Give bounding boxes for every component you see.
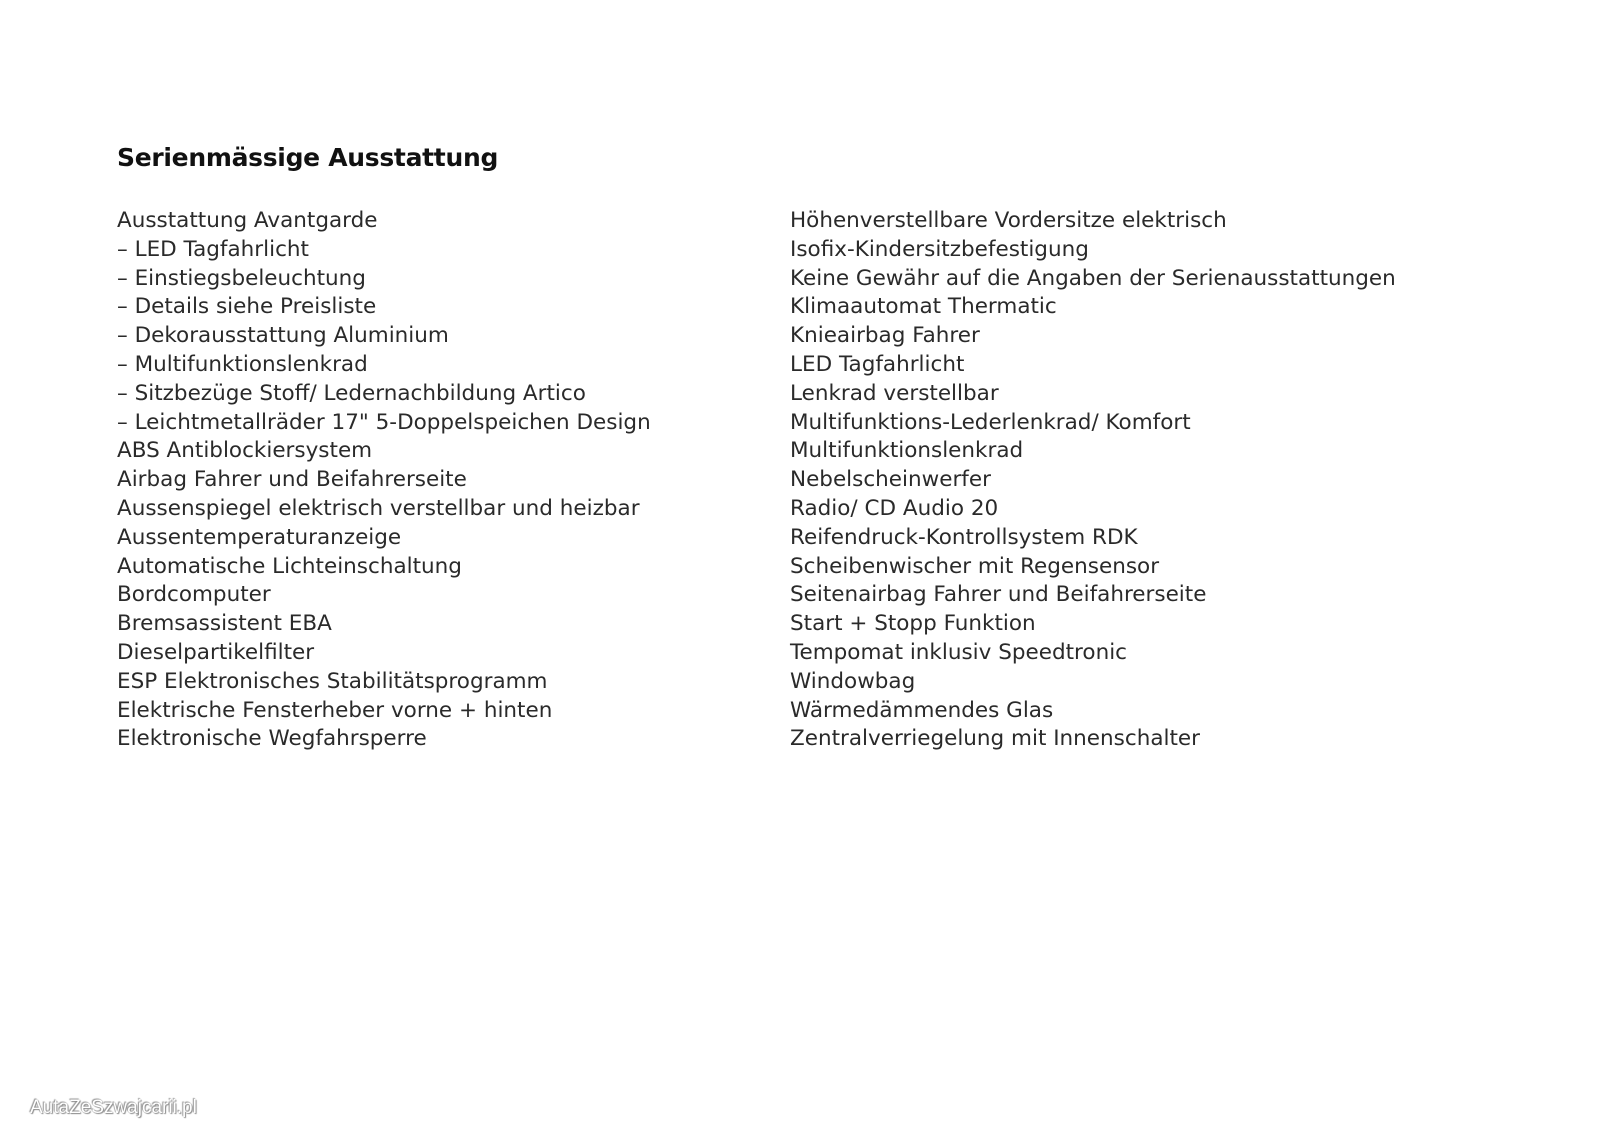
list-item: Reifendruck-Kontrollsystem RDK: [790, 524, 1138, 550]
list-item: – Einstiegsbeleuchtung: [117, 265, 366, 291]
list-item: Elektrische Fensterheber vorne + hinten: [117, 697, 553, 723]
list-item: Seitenairbag Fahrer und Beifahrerseite: [790, 582, 1207, 608]
equipment-list-left: [117, 207, 757, 754]
list-item: Windowbag: [790, 668, 916, 694]
list-item: Knieairbag Fahrer: [790, 323, 980, 349]
list-item: Aussenspiegel elektrisch verstellbar und heizbar: [117, 495, 640, 521]
list-item: – Leichtmetallräder 17" 5-Doppelspeichen Design: [117, 409, 651, 435]
list-item: Multifunktionslenkrad: [790, 438, 1024, 464]
list-item: Automatische Lichteinschaltung: [117, 553, 462, 579]
list-item: LED Tagfahrlicht: [790, 351, 965, 377]
list-item: ESP Elektronisches Stabilitätsprogramm: [117, 668, 548, 694]
list-item: – LED Tagfahrlicht: [117, 236, 309, 262]
list-item: ABS Antiblockiersystem: [117, 438, 373, 464]
list-item: Bordcomputer: [117, 582, 271, 608]
page-title: Serienmässige Ausstattung: [117, 143, 499, 172]
list-item: Elektronische Wegfahrsperre: [117, 726, 427, 752]
list-item: – Dekorausstattung Aluminium: [117, 323, 449, 349]
list-item: Klimaautomat Thermatic: [790, 294, 1057, 320]
list-item: Multifunktions-Lederlenkrad/ Komfort: [790, 409, 1191, 435]
list-item: Lenkrad verstellbar: [790, 380, 999, 406]
list-item: Dieselpartikelfilter: [117, 639, 315, 665]
list-item: Nebelscheinwerfer: [790, 467, 991, 493]
watermark: AutaZeSzwajcarii.pl: [30, 1097, 197, 1118]
list-item: Isofix-Kindersitzbefestigung: [790, 236, 1089, 262]
list-item: Airbag Fahrer und Beifahrerseite: [117, 467, 467, 493]
list-item: Keine Gewähr auf die Angaben der Serienausstattungen: [790, 265, 1396, 291]
list-item: Bremsassistent EBA: [117, 611, 332, 637]
equipment-list-right: [790, 207, 1570, 754]
list-item: Start + Stopp Funktion: [790, 611, 1036, 637]
list-item: Radio/ CD Audio 20: [790, 495, 999, 521]
list-item: Wärmedämmendes Glas: [790, 697, 1054, 723]
list-item: – Multifunktionslenkrad: [117, 351, 368, 377]
list-item: Zentralverriegelung mit Innenschalter: [790, 726, 1200, 752]
list-item: – Sitzbezüge Stoff/ Ledernachbildung Artico: [117, 380, 586, 406]
list-item: Aussentemperaturanzeige: [117, 524, 402, 550]
list-item: Scheibenwischer mit Regensensor: [790, 553, 1160, 579]
list-item: Tempomat inklusiv Speedtronic: [790, 639, 1127, 665]
list-item: – Details siehe Preisliste: [117, 294, 377, 320]
list-item: Ausstattung Avantgarde: [117, 208, 378, 233]
list-item: Höhenverstellbare Vordersitze elektrisch: [790, 208, 1227, 233]
